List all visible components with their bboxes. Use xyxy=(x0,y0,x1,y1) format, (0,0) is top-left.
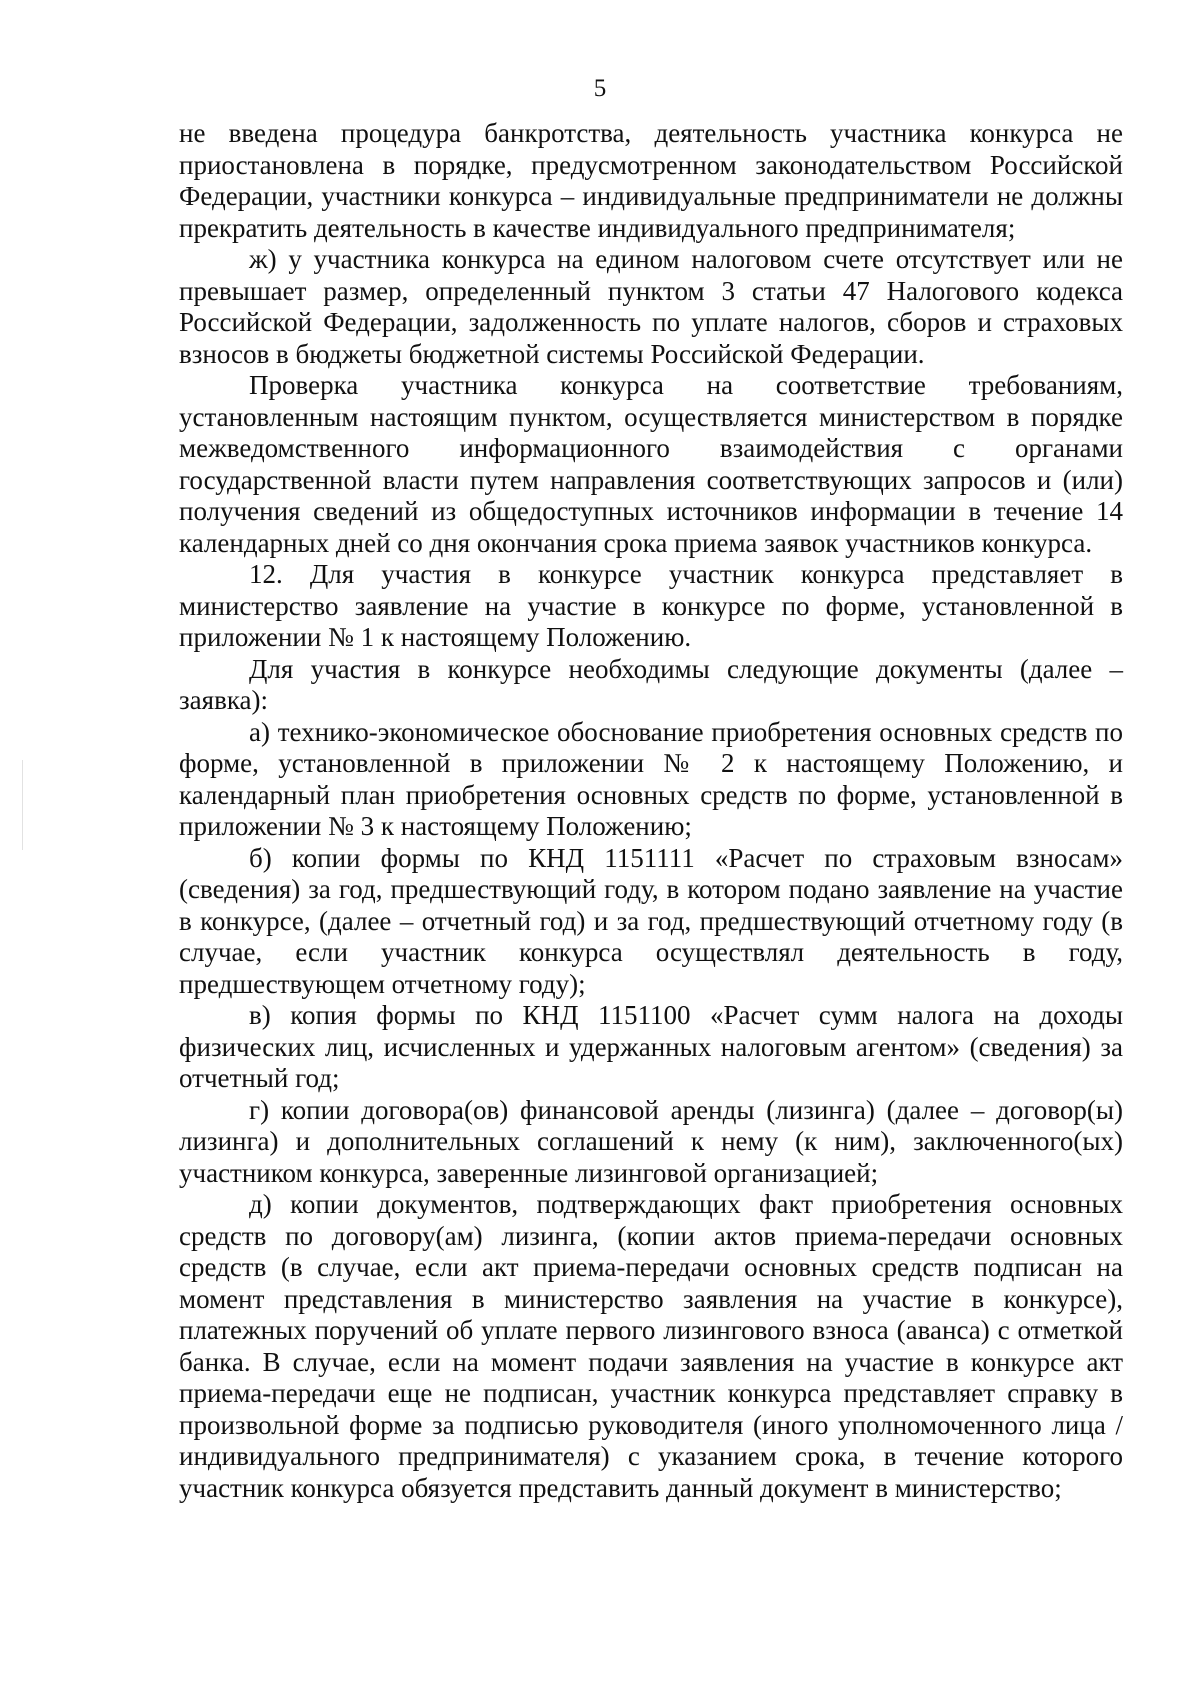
paragraph-item-v: в) копия формы по КНД 1151100 «Расчет сумм налога на доходы физических лиц, исчисленных и удержанных налоговым агентом» (сведения) за отчетный год; xyxy=(179,1000,1123,1093)
paragraph-item-zh: ж) у участника конкурса на едином налоговом счете отсутствует или не превышает размер, определенный пунктом 3 статьи 47 Налогового кодекса Российской Федерации, задолженность по уплате налогов, сборов и страховых взносов в бюджеты бюджетной системы Российской Федерации. xyxy=(179,244,1123,369)
paragraph-item-b: б) копии формы по КНД 1151111 «Расчет по страховым взносам» (сведения) за год, предшествующий году, в котором подано заявление на участие в конкурсе, (далее – отчетный год) и за год, предшествующий отчетному году (в случае, если участник конкурса осуществлял деятельность в году, предшествующем отчетному году); xyxy=(179,842,1123,999)
paragraph-verification: Проверка участника конкурса на соответствие требованиям, установленным настоящим пунктом, осуществляется министерством в порядке межведомственного информационного взаимодействия с органами государственной власти путем направления соответствующих запросов и (или) получения сведений из общедоступных источников информации в течение 14 календарных дней со дня окончания срока приема заявок участников конкурса. xyxy=(179,370,1123,558)
document-body xyxy=(179,118,1123,1504)
paragraph-required-documents: Для участия в конкурсе необходимы следующие документы (далее – заявка): xyxy=(179,653,1123,715)
paragraph-item-d: д) копии документов, подтверждающих факт приобретения основных средств по договору(ам) лизинга, (копии актов приема-передачи основных средств (в случае, если акт приема-передачи основных средств подписан на момент представления в министерство заявления на участие в конкурсе), платежных поручений об уплате первого лизингового взноса (аванса) с отметкой банка. В случае, если на момент подачи заявления на участие в конкурсе акт приема-передачи еще не подписан, участник конкурса представляет справку в произвольной форме за подписью руководителя (иного уполномоченного лица / индивидуального предпринимателя) с указанием срока, в течение которого участник конкурса обязуется представить данный документ в министерство; xyxy=(179,1189,1123,1503)
page-number: 5 xyxy=(593,75,607,102)
paragraph-item-a: а) технико-экономическое обоснование приобретения основных средств по форме, установленной в приложении № 2 к настоящему Положению, и календарный план приобретения основных средств по форме, установленной в приложении № 3 к настоящему Положению; xyxy=(179,716,1123,841)
paragraph-item-g: г) копии договора(ов) финансовой аренды (лизинга) (далее – договор(ы) лизинга) и дополнительных соглашений к нему (к ним), заключенного(ых) участником конкурса, заверенные лизинговой организацией; xyxy=(179,1094,1123,1188)
paragraph-bankruptcy-continuation: не введена процедура банкротства, деятельность участника конкурса не приостановлена в порядке, предусмотренном законодательством Российской Федерации, участники конкурса – индивидуальные предприниматели не должны прекратить деятельность в качестве индивидуального предпринимателя; xyxy=(179,118,1123,243)
scan-edge-mark xyxy=(22,760,23,850)
paragraph-clause-12: 12. Для участия в конкурсе участник конкурса представляет в министерство заявление на участие в конкурсе по форме, установленной в приложении № 1 к настоящему Положению. xyxy=(179,559,1123,652)
